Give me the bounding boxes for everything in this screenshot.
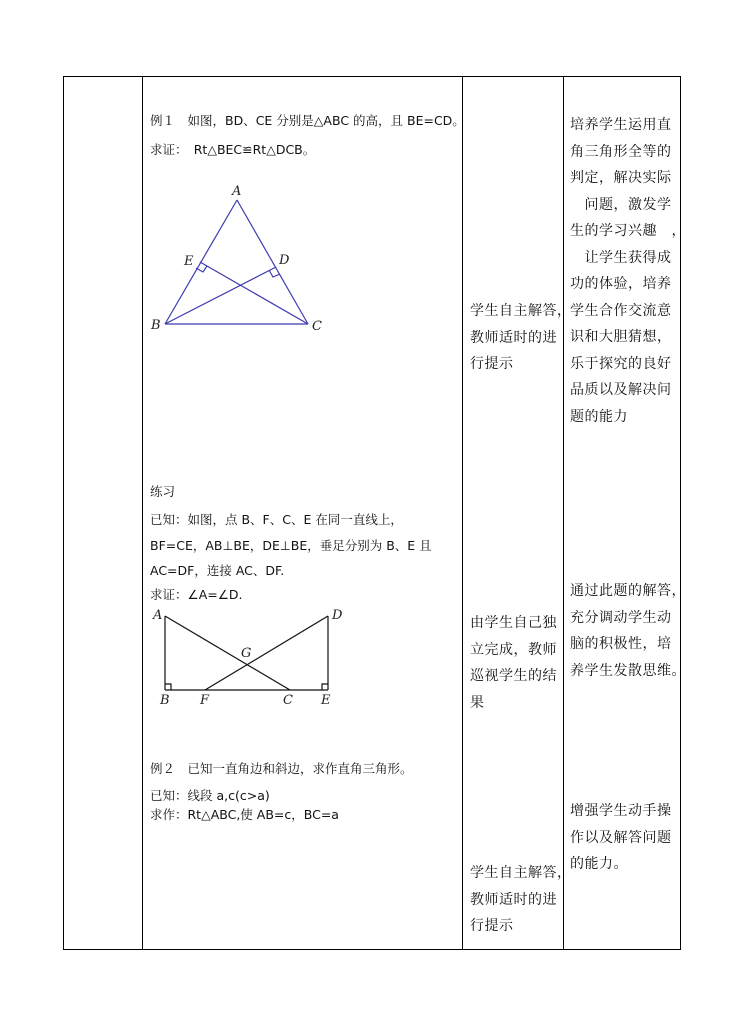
practice-prove: 求证：∠A=∠D. [150, 587, 243, 602]
activity-line: 教师适时的进 [470, 891, 557, 908]
intent-line: 通过此题的解答， [570, 583, 686, 599]
activity-line: 学生自主解答， [470, 865, 572, 881]
vertex-label-c: C [312, 319, 322, 334]
activity-practice [470, 610, 557, 716]
activity-example1 [470, 298, 572, 378]
practice-heading: 练习 [150, 484, 176, 499]
right-angle-mark-e [322, 684, 328, 690]
vertex-label-c: C [283, 693, 293, 708]
activity-line: 果 [470, 694, 485, 711]
right-angle-mark-b [165, 684, 171, 690]
activity-line: 教师适时的进 [470, 329, 557, 346]
intent-line: 识和大胆猜想， [570, 329, 672, 345]
vertex-label-b: B [160, 693, 170, 708]
practice-given-2: BF=CE，AB⊥BE，DE⊥BE，垂足分别为 B、E 且 [150, 538, 432, 553]
activity-line: 由学生自己独 [470, 615, 557, 631]
vertex-label-e: E [184, 254, 194, 269]
intent-line: 培养学生运用直 [570, 117, 672, 133]
activity-line: 行提示 [470, 918, 514, 934]
intent-line: 问题，激发学 [570, 196, 672, 213]
vertex-label-f: F [200, 693, 210, 708]
vertex-label-a: A [232, 184, 242, 199]
segment-df [205, 616, 328, 690]
activity-example2 [470, 860, 572, 940]
practice-figure [150, 604, 350, 714]
intent-line: 乐于探究的良好 [570, 355, 672, 372]
example2-given: 已知：线段 a,c(c>a) [150, 788, 270, 803]
intent-practice [570, 578, 686, 684]
intent-line: 品质以及解决问 [570, 382, 672, 398]
segment-ce [200, 262, 308, 324]
vertex-label-d: D [332, 608, 343, 623]
activity-line: 学生自主解答， [470, 303, 572, 319]
intent-line: 的能力。 [570, 856, 628, 872]
intent-line: 增强学生动手操 [570, 803, 672, 819]
intent-line: 角三角形全等的 [570, 143, 672, 160]
intent-line: 充分调动学生动 [570, 609, 672, 626]
activity-line: 行提示 [470, 356, 514, 372]
vertex-label-e: E [321, 693, 331, 708]
column-divider [142, 77, 143, 949]
intent-line: 生的学习兴趣 ， [570, 223, 686, 239]
example1-prove: 求证： Rt△BEC≌Rt△DCB。 [150, 142, 316, 157]
segment-ac [165, 616, 290, 690]
intent-line: 判定，解决实际 [570, 170, 672, 186]
vertex-label-a: A [153, 608, 163, 623]
example2-construct: 求作：Rt△ABC,使 AB=c，BC=a [150, 807, 339, 822]
column-divider [563, 77, 564, 949]
intent-line: 养学生发散思维。 [570, 662, 686, 679]
intent-line: 作以及解答问题 [570, 829, 672, 846]
intent-line: 脑的积极性，培 [570, 636, 672, 652]
intent-line: 题的能力 [570, 408, 628, 425]
activity-line: 巡视学生的结 [470, 668, 557, 684]
example2-statement: 例２ 已知一直角边和斜边，求作直角三角形。 [150, 761, 413, 776]
example1-statement: 例１ 如图，BD、CE 分别是△ABC 的高，且 BE=CD。 [150, 113, 465, 128]
intent-line: 让学生获得成 [570, 249, 672, 266]
triangle-figure [145, 180, 345, 340]
practice-given-1: 已知：如图，点 B、F、C、E 在同一直线上， [150, 512, 403, 527]
segment-ac [237, 200, 308, 324]
practice-given-3: AC=DF，连接 AC、DF. [150, 563, 285, 578]
vertex-label-g: G [241, 646, 252, 661]
intent-example2 [570, 798, 672, 878]
vertex-label-b: B [151, 318, 161, 333]
vertex-label-d: D [279, 253, 290, 268]
intent-example1 [570, 112, 686, 430]
intent-line: 功的体验，培养 [570, 276, 672, 292]
intent-line: 学生合作交流意 [570, 302, 672, 319]
column-divider [462, 77, 463, 949]
activity-line: 立完成，教师 [470, 641, 557, 658]
